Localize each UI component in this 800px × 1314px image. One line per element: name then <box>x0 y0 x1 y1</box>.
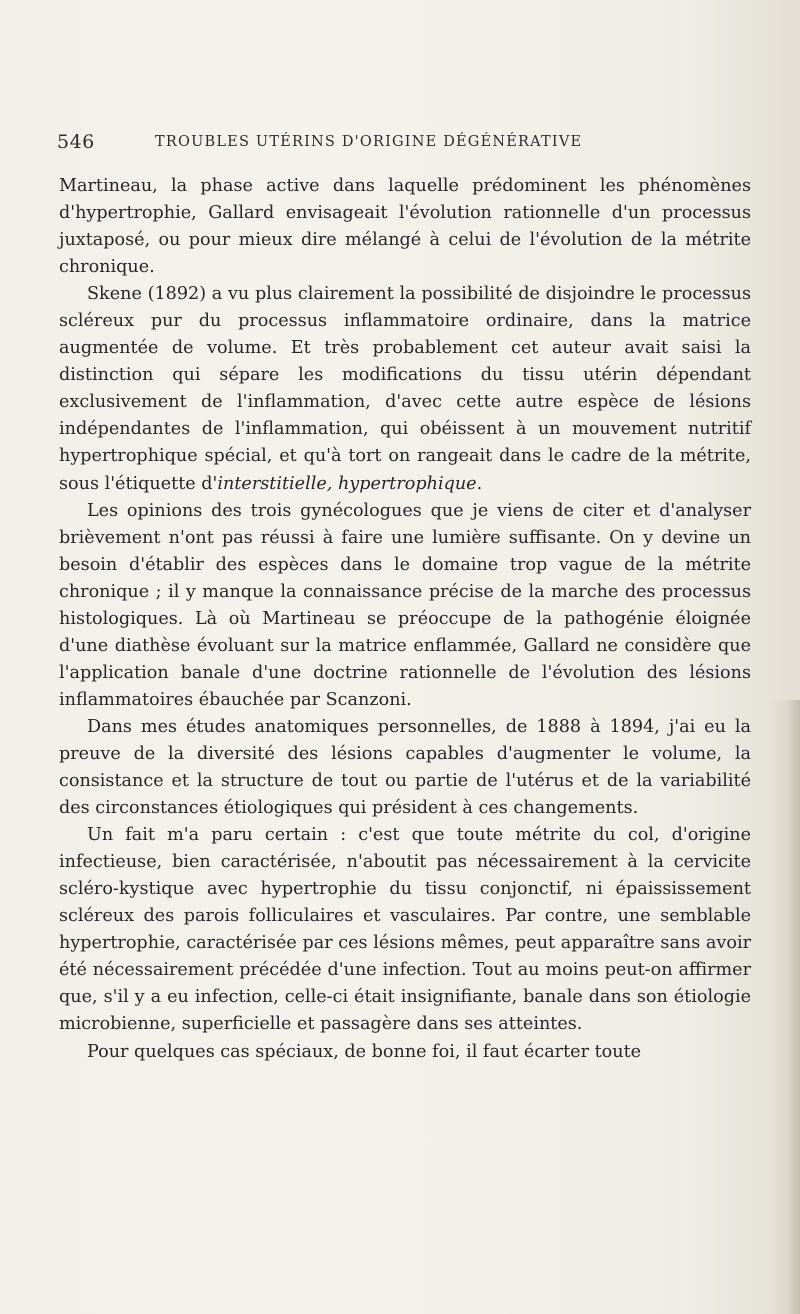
paragraph-2-italic: interstitielle, hypertrophique <box>217 473 477 494</box>
paragraph-5 <box>59 822 751 1038</box>
paragraph-4-text: Dans mes études anatomiques personnelles, de 1888 à 1894, j'ai eu la preuve de la diversité des lésions capables d'augmenter le volume, la consistance et la structure de tout ou partie de l'utérus et de la variabilité des circonstances étiologiques qui président à ces changements. <box>59 716 751 819</box>
paragraph-6 <box>59 1039 751 1066</box>
paragraph-2-tail: . <box>476 473 483 494</box>
paragraph-1-text: Martineau, la phase active dans laquelle prédominent les phénomènes d'hypertrophie, Gallard envisageait l'évolution rationnelle d'un processus juxtaposé, ou pour mieux dire mélangé à celui de l'évolution de la métrite chronique. <box>59 176 751 278</box>
paragraph-2 <box>59 281 751 497</box>
paragraph-1 <box>59 173 751 281</box>
paragraph-3-text: Les opinions des trois gynécologues que je viens de citer et d'analyser brièvement n'ont pas réussi à faire une lumière suffisante. On y devine un besoin d'établir des espèces dans le domaine trop vague de la métrite chronique ; il y manque la connaissance précise de la marche des processus histologiques. Là où Martineau se préoccupe de la pathogénie éloignée d'une diathèse évoluant sur la matrice enflammée, Gallard ne considère que l'application banale d'une doctrine rationnelle de l'évolution des lésions inflammatoires ébauchée par Scanzoni. <box>59 500 751 710</box>
paragraph-5-text: Un fait m'a paru certain : c'est que toute métrite du col, d'origine infectieuse, bien caractérisée, n'aboutit pas nécessairement à la cervicite scléro-kystique avec hypertrophie du tissu conjonctif, ni épaississement scléreux des parois folliculaires et vasculaires. Par contre, une semblable hypertrophie, caractérisée par ces lésions mêmes, peut apparaître sans avoir été nécessairement précédée d'une infection. Tout au moins peut-on affirmer que, s'il y a eu infection, celle-ci était insignifiante, banale dans son étiologie microbienne, superficielle et passagère dans ses atteintes. <box>59 825 751 1035</box>
body-text <box>59 173 751 1066</box>
paragraph-2-text: Skene (1892) a vu plus clairement la possibilité de disjoindre le processus scléreux pur du processus inflammatoire ordinaire, dans la matrice augmentée de volume. Et très probablement cet auteur avait saisi la distinction qui sépare les modifications du tissu utérin dépendant exclusivement de l'inflammation, d'avec cette autre espèce de lésions indépendantes de l'inflammation, qui obéissent à un mouvement nutritif hypertrophique spécial, et qu'à tort on rangeait dans le cadre de la métrite, sous l'étiquette d' <box>59 284 751 494</box>
running-head: TROUBLES UTÉRINS D'ORIGINE DÉGÉNÉRATIVE <box>155 134 583 150</box>
paragraph-4 <box>59 714 751 822</box>
page-number: 546 <box>57 131 95 153</box>
page-header <box>57 131 747 161</box>
paragraph-6-text: Pour quelques cas spéciaux, de bonne foi, il faut écarter toute <box>87 1041 642 1062</box>
page-edge-shadow <box>770 700 800 1314</box>
paragraph-3 <box>59 498 751 714</box>
